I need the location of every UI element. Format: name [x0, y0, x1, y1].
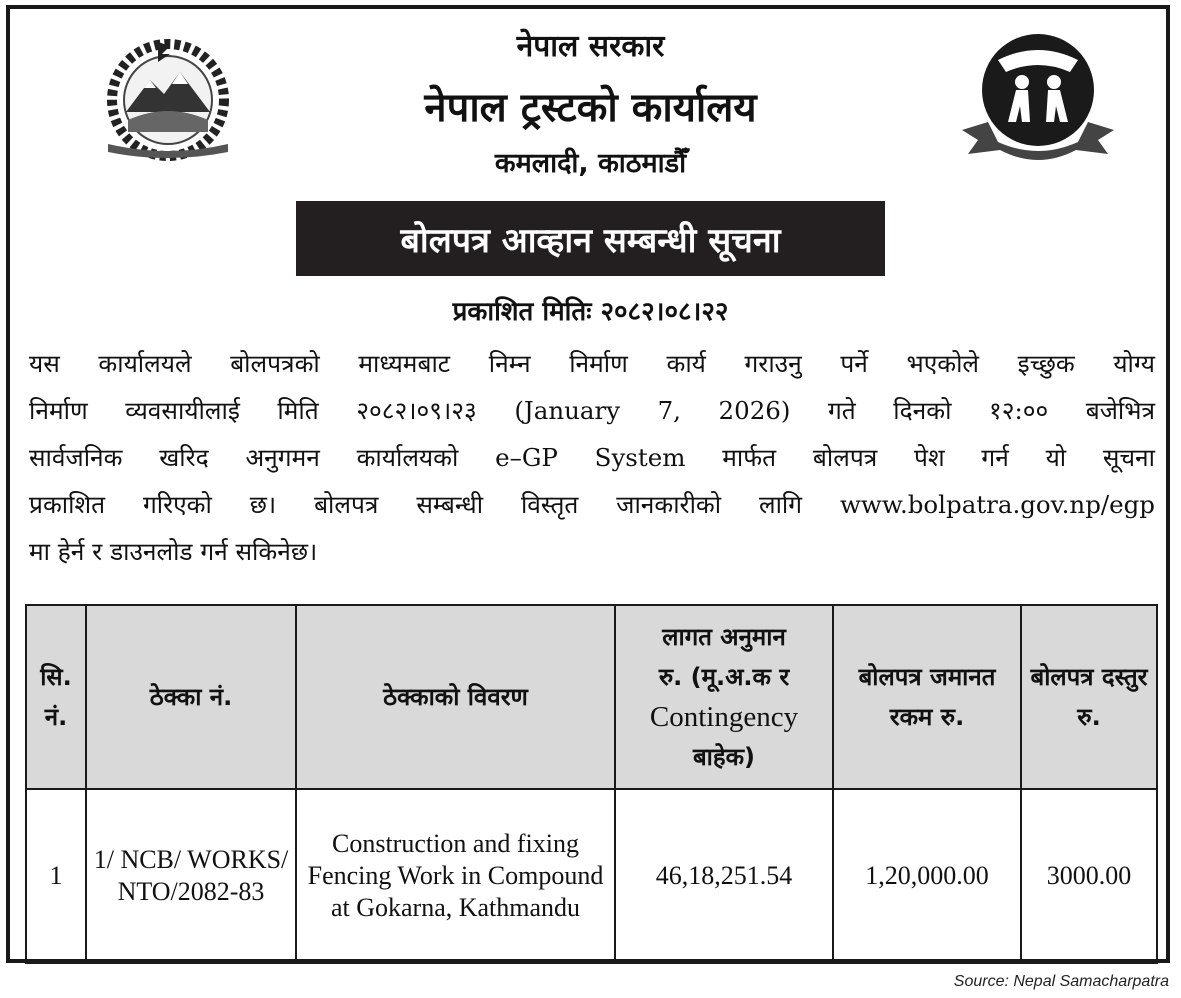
- table-row: [26, 789, 1157, 963]
- header-description: ठेक्काको विवरण: [296, 605, 615, 789]
- tender-table: [25, 604, 1158, 964]
- office-address: कमलादी, काठमाडौँ: [494, 148, 687, 179]
- notice-body-line: मा हेर्न र डाउनलोड गर्न सकिनेछ।: [29, 537, 318, 566]
- source-credit: Source: Nepal Samacharpatra: [953, 973, 1169, 990]
- header-sn: सि. नं.: [26, 605, 86, 789]
- cell-description: Construction and fixing Fencing Work in Compound at Gokarna, Kathmandu: [296, 789, 615, 963]
- notice-body-line: यस कार्यालयले बोलपत्रको माध्यमबाट निम्न निर्माण कार्य गराउनु पर्ने भएकोले इच्छुक योग्य: [29, 349, 1155, 378]
- cell-bid-fee: 3000.00: [1021, 789, 1157, 963]
- cell-bid-security: 1,20,000.00: [833, 789, 1021, 963]
- government-name: नेपाल सरकार: [516, 29, 665, 64]
- header-cost-estimate: [615, 605, 833, 789]
- header-contract-no: ठेक्का नं.: [86, 605, 296, 789]
- notice-body: [29, 340, 1155, 575]
- notice-body-line: सार्वजनिक खरिद अनुगमन कार्यालयको e–GP System मार्फत बोलपत्र पेश गर्न यो सूचना: [29, 443, 1155, 472]
- header-cost-line: बाहेक): [692, 743, 756, 771]
- header-bid-fee: बोलपत्र दस्तुर रु.: [1021, 605, 1157, 789]
- notice-body-line: प्रकाशित गरिएको छ। बोलपत्र सम्बन्धी विस्तृत जानकारीको लागि www.bolpatra.gov.np/egp: [29, 490, 1155, 519]
- published-date: प्रकाशित मितिः २०८२।०८।२२: [452, 297, 729, 327]
- cell-cost: 46,18,251.54: [615, 789, 833, 963]
- header-cost-line: लागत अनुमान: [662, 623, 786, 651]
- cell-contract-no: 1/ NCB/ WORKS/ NTO/2082-83: [86, 789, 296, 963]
- table-header-row: [26, 605, 1157, 789]
- header-cost-line: रु. (मू.अ.क र: [658, 663, 790, 691]
- notice-title: बोलपत्र आव्हान सम्बन्धी सूचना: [296, 201, 885, 276]
- office-name: नेपाल ट्रस्टको कार्यालय: [424, 85, 757, 131]
- cell-sn: 1: [26, 789, 86, 963]
- header-cost-line: Contingency: [649, 701, 799, 733]
- notice-body-line: निर्माण व्यवसायीलाई मिति २०८२।०९।२३ (January 7, 2026) गते दिनको १२:०० बजेभित्र: [29, 396, 1155, 425]
- header-bid-security: बोलपत्र जमानत रकम रु.: [833, 605, 1021, 789]
